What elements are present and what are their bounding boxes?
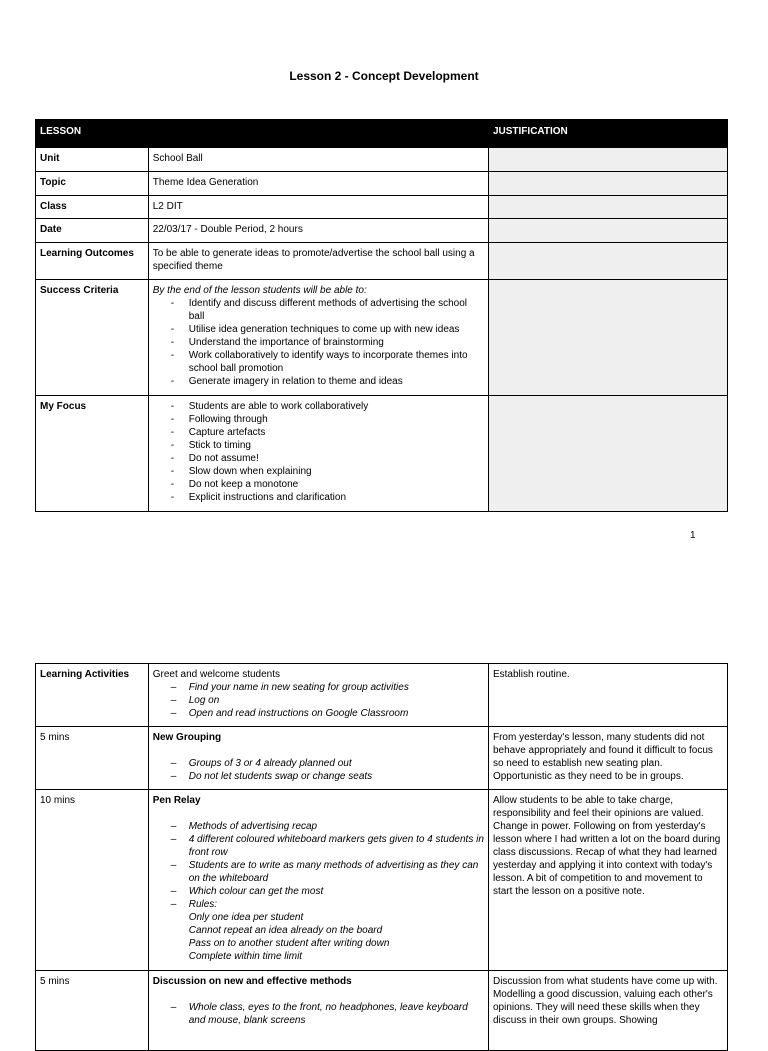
focus-value [148,396,488,512]
unit-justification [488,148,727,172]
justification-header: JUSTIFICATION [488,120,727,148]
activity-justification: Discussion from what students have come up with. Modelling a good discussion, valuing each other's opinions. They will need these skills when they discuss in their own groups. Showing [488,971,727,1051]
rule-item: Only one idea per student [188,912,304,923]
list-item: – Which colour can get the most [171,885,484,898]
success-label: Success Criteria [36,280,149,396]
list-item: - Stick to timing [171,439,484,452]
outcomes-label: Learning Outcomes [36,243,149,280]
activity-time: 5 mins [36,727,149,790]
list-item: - Slow down when explaining [171,465,484,478]
class-justification [488,196,727,219]
success-list [153,297,484,388]
class-value: L2 DIT [148,196,488,219]
date-value: 22/03/17 - Double Period, 2 hours [148,219,488,243]
topic-justification [488,172,727,196]
learning-activities-table [35,663,728,1051]
date-label: Date [36,219,149,243]
activity-content [148,790,488,971]
list-item: – Log on [171,694,484,707]
list-item: - Work collaboratively to identify ways to incorporate themes into school ball promotion [171,349,484,375]
success-intro: By the end of the lesson students will be able to: [152,285,367,296]
table-row [36,727,728,790]
table-row [36,971,728,1051]
list-item: – Whole class, eyes to the front, no headphones, leave keyboard and mouse, blank screens [171,1001,484,1027]
list-item: – Methods of advertising recap [171,820,484,833]
page-number: 1 [690,530,696,541]
unit-label: Unit [36,148,149,172]
focus-label: My Focus [36,396,149,512]
activity-justification: Allow students to be able to take charge, responsibility and feel their opinions are valued. Change in power. Following on from yesterday's lesson where I had written a lot on the board during class discussions. Recap of what they had learned yesterday and applying it into context with today's lesson. A bit of competition to and movement to start the lesson on a positive note. [488,790,727,971]
list-item: - Do not keep a monotone [171,478,484,491]
table-row [36,219,728,243]
rule-item: Pass on to another student after writing down [188,938,390,949]
activity-content [148,664,488,727]
activity-list [153,1001,484,1027]
table-row [36,196,728,219]
topic-value: Theme Idea Generation [148,172,488,196]
activity-heading: Discussion on new and effective methods [152,976,352,987]
table-row [36,790,728,971]
list-item: - Capture artefacts [171,426,484,439]
page-title: Lesson 2 - Concept Development [289,69,479,83]
activity-content [148,727,488,790]
focus-justification [488,396,727,512]
list-item: – Groups of 3 or 4 already planned out [171,757,484,770]
date-justification [488,219,727,243]
table-row [36,396,728,512]
list-item: – 4 different coloured whiteboard markers gets given to 4 students in front row [171,833,484,859]
activity-justification: From yesterday's lesson, many students did not behave appropriately and found it difficult to focus so need to establish new seating plan. Opportunistic as they need to be in groups. [488,727,727,790]
table-row [36,148,728,172]
table-row [36,280,728,396]
focus-list [153,400,484,504]
activity-content [148,971,488,1051]
list-item: – Rules: [171,898,484,911]
list-item: – Find your name in new seating for group activities [171,681,484,694]
activity-list [153,757,484,783]
activity-heading: Pen Relay [152,795,201,806]
list-item: - Utilise idea generation techniques to come up with new ideas [171,323,484,336]
list-item: – Do not let students swap or change seats [171,770,484,783]
list-item: – Open and read instructions on Google Classroom [171,707,484,720]
list-item: - Generate imagery in relation to theme and ideas [171,375,484,388]
lesson-overview-table [35,119,728,512]
activity-justification: Establish routine. [488,664,727,727]
table-row [36,172,728,196]
activity-heading: New Grouping [152,732,222,743]
outcomes-justification [488,243,727,280]
table-header-row [36,120,728,148]
unit-value: School Ball [148,148,488,172]
table-row [36,243,728,280]
list-item: - Do not assume! [171,452,484,465]
activity-time: Learning Activities [36,664,149,727]
success-justification [488,280,727,396]
activity-list [153,681,484,720]
activity-time: 10 mins [36,790,149,971]
list-item: – Students are to write as many methods of advertising as they can on the whiteboard [171,859,484,885]
class-label: Class [36,196,149,219]
rule-item: Complete within time limit [188,951,303,962]
list-item: - Students are able to work collaboratively [171,400,484,413]
topic-label: Topic [36,172,149,196]
list-item: - Following through [171,413,484,426]
list-item: - Identify and discuss different methods of advertising the school ball [171,297,484,323]
table-row [36,664,728,727]
success-value [148,280,488,396]
rule-item: Cannot repeat an idea already on the board [188,925,383,936]
list-item: - Understand the importance of brainstorming [171,336,484,349]
lesson-header: LESSON [36,120,489,148]
activity-heading: Greet and welcome students [152,669,281,680]
list-item: - Explicit instructions and clarification [171,491,484,504]
activity-time: 5 mins [36,971,149,1051]
outcomes-value: To be able to generate ideas to promote/advertise the school ball using a specified theme [148,243,488,280]
activity-list [153,820,484,911]
